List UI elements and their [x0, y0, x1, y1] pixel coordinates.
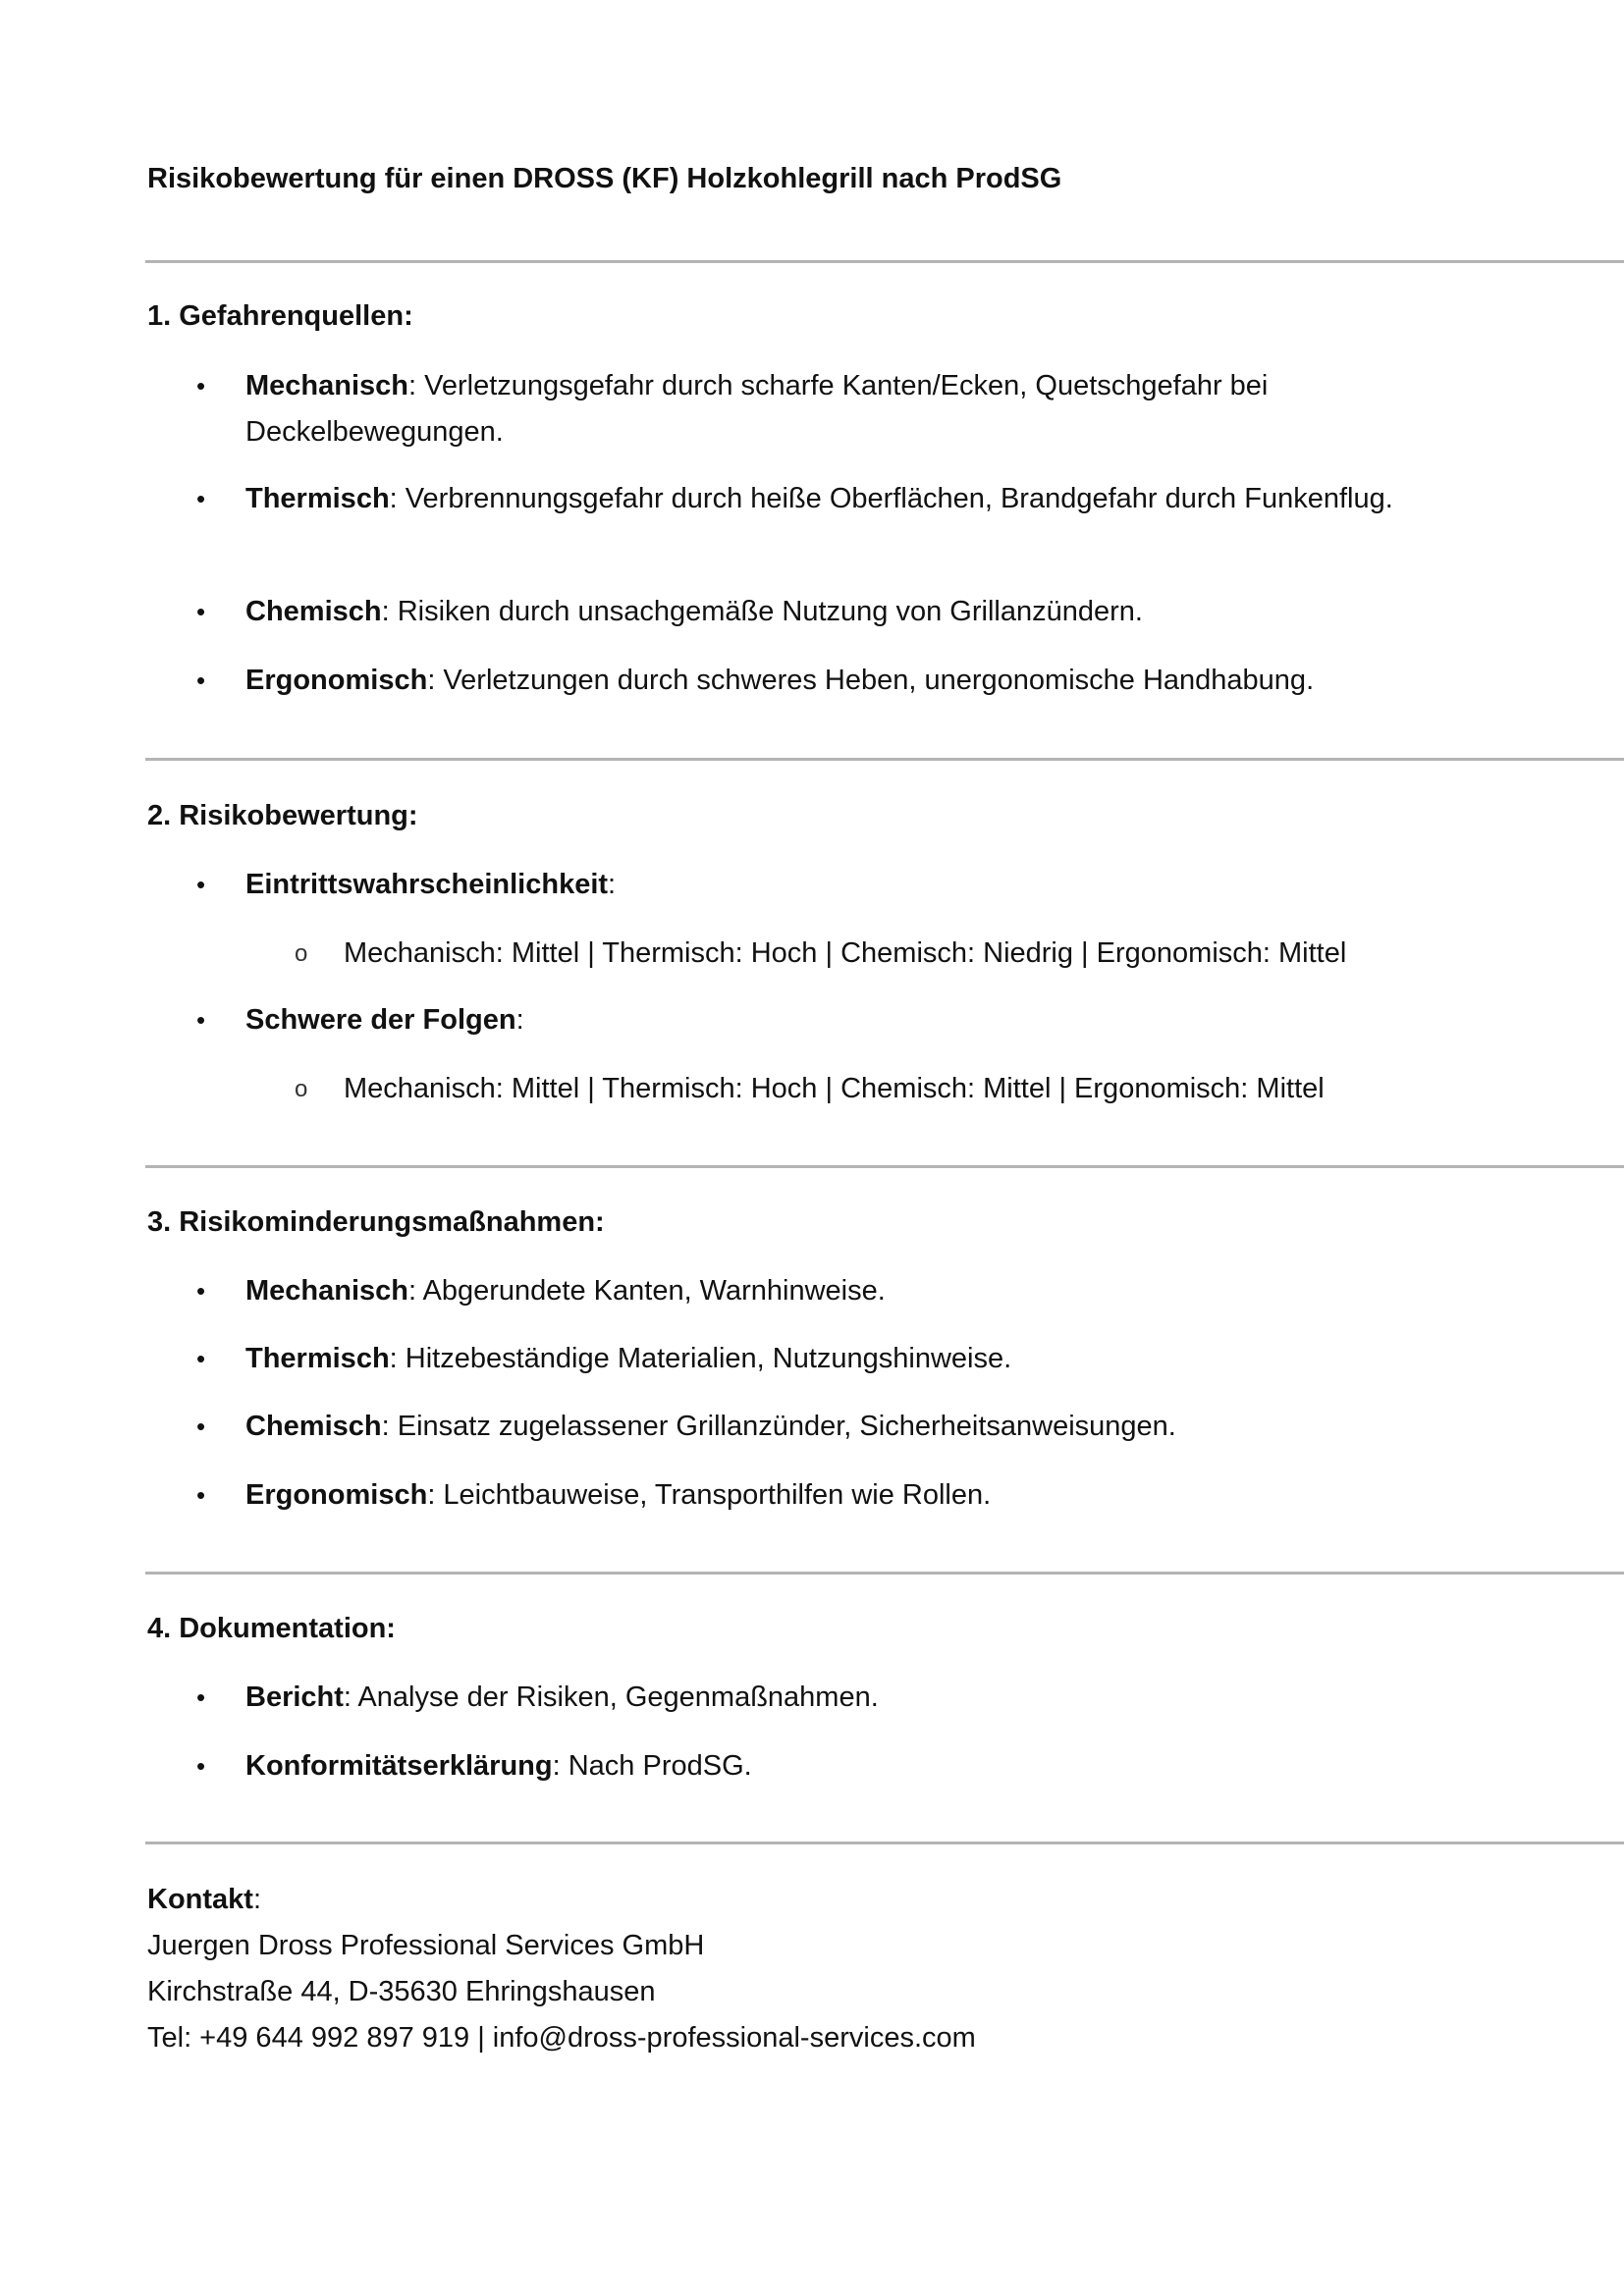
section-divider: [145, 1842, 1624, 1844]
section-divider: [145, 758, 1624, 761]
section-heading-gefahrenquellen: 1. Gefahrenquellen:: [147, 300, 413, 332]
bullet-icon: •: [196, 1682, 206, 1712]
list-item: [196, 1675, 1483, 1721]
contact-company: Juergen Dross Professional Services GmbH: [147, 1930, 705, 1961]
section-divider: [145, 260, 1624, 263]
item-text: : Risiken durch unsachgemäße Nutzung von Grillanzündern.: [381, 596, 1143, 627]
contact-label-text: Kontakt: [147, 1884, 253, 1915]
item-text: : Leichtbauweise, Transporthilfen wie Rollen.: [427, 1479, 992, 1511]
item-text: : Hitzebeständige Materialien, Nutzungshinweise.: [389, 1343, 1012, 1374]
list-item: [196, 1743, 1483, 1789]
item-term: Thermisch: [245, 483, 390, 514]
contact-address: Kirchstraße 44, D-35630 Ehringshausen: [147, 1976, 656, 2007]
section-divider: [145, 1165, 1624, 1168]
contact-label: [147, 1877, 976, 1923]
bullet-icon: •: [196, 1005, 206, 1035]
list-item: [196, 997, 1483, 1043]
bullet-icon: •: [196, 666, 206, 695]
sub-list-item: [295, 931, 1600, 977]
item-text: : Abgerundete Kanten, Warnhinweise.: [408, 1275, 886, 1307]
item-term: Schwere der Folgen: [245, 1004, 516, 1036]
item-text: : Nach ProdSG.: [552, 1750, 752, 1782]
sub-bullet-icon: o: [295, 940, 308, 967]
list-item: [196, 658, 1483, 704]
bullet-icon: •: [196, 1344, 206, 1373]
bullet-icon: •: [196, 484, 206, 513]
list-item: [196, 1404, 1483, 1450]
list-item: [196, 1268, 1483, 1314]
sub-list-item: [295, 1066, 1600, 1112]
list-item: [196, 862, 1483, 908]
bullet-icon: •: [196, 1751, 206, 1781]
contact-block: [147, 1877, 976, 2061]
item-text: : Verletzungen durch schweres Heben, unergonomische Handhabung.: [427, 665, 1315, 696]
item-term: Bericht: [245, 1682, 344, 1713]
sub-item-text: Mechanisch: Mittel | Thermisch: Hoch | Chemisch: Niedrig | Ergonomisch: Mittel: [344, 937, 1347, 969]
item-term: Eintrittswahrscheinlichkeit: [245, 869, 609, 900]
bullet-icon: •: [196, 1412, 206, 1441]
item-text: : Verletzungsgefahr durch scharfe Kanten/Ecken, Quetschgefahr bei Deckelbewegungen.: [245, 370, 1269, 448]
item-term: Chemisch: [245, 1411, 382, 1442]
contact-phone-email: Tel: +49 644 992 897 919 | info@dross-professional-services.com: [147, 2022, 976, 2054]
bullet-icon: •: [196, 1480, 206, 1510]
contact-label-suffix: :: [252, 1884, 262, 1915]
list-item: [196, 476, 1483, 522]
bullet-icon: •: [196, 371, 206, 400]
item-term: Mechanisch: [245, 370, 408, 401]
bullet-icon: •: [196, 597, 206, 626]
item-term: Konformitätserklärung: [245, 1750, 553, 1782]
section-divider: [145, 1572, 1624, 1575]
section-heading-risikobewertung: 2. Risikobewertung:: [147, 800, 418, 831]
list-item: [196, 1336, 1483, 1382]
section-heading-risikominderung: 3. Risikominderungsmaßnahmen:: [147, 1206, 605, 1238]
list-item: [196, 589, 1483, 635]
item-term: Ergonomisch: [245, 1479, 428, 1511]
document-title: Risikobewertung für einen DROSS (KF) Holzkohlegrill nach ProdSG: [147, 163, 1062, 194]
item-text: : Analyse der Risiken, Gegenmaßnahmen.: [343, 1682, 879, 1713]
item-term: Ergonomisch: [245, 665, 428, 696]
list-item: [196, 1472, 1483, 1519]
item-term: Chemisch: [245, 596, 382, 627]
item-text: :: [515, 1004, 524, 1036]
list-item: [196, 363, 1483, 455]
sub-bullet-icon: o: [295, 1076, 308, 1102]
item-text: : Verbrennungsgefahr durch heiße Oberflächen, Brandgefahr durch Funkenflug.: [389, 483, 1393, 514]
item-text: :: [608, 869, 617, 900]
item-text: : Einsatz zugelassener Grillanzünder, Sicherheitsanweisungen.: [381, 1411, 1176, 1442]
section-heading-dokumentation: 4. Dokumentation:: [147, 1613, 396, 1644]
sub-item-text: Mechanisch: Mittel | Thermisch: Hoch | Chemisch: Mittel | Ergonomisch: Mittel: [344, 1073, 1325, 1104]
item-term: Mechanisch: [245, 1275, 408, 1307]
item-term: Thermisch: [245, 1343, 390, 1374]
bullet-icon: •: [196, 1276, 206, 1306]
bullet-icon: •: [196, 870, 206, 899]
